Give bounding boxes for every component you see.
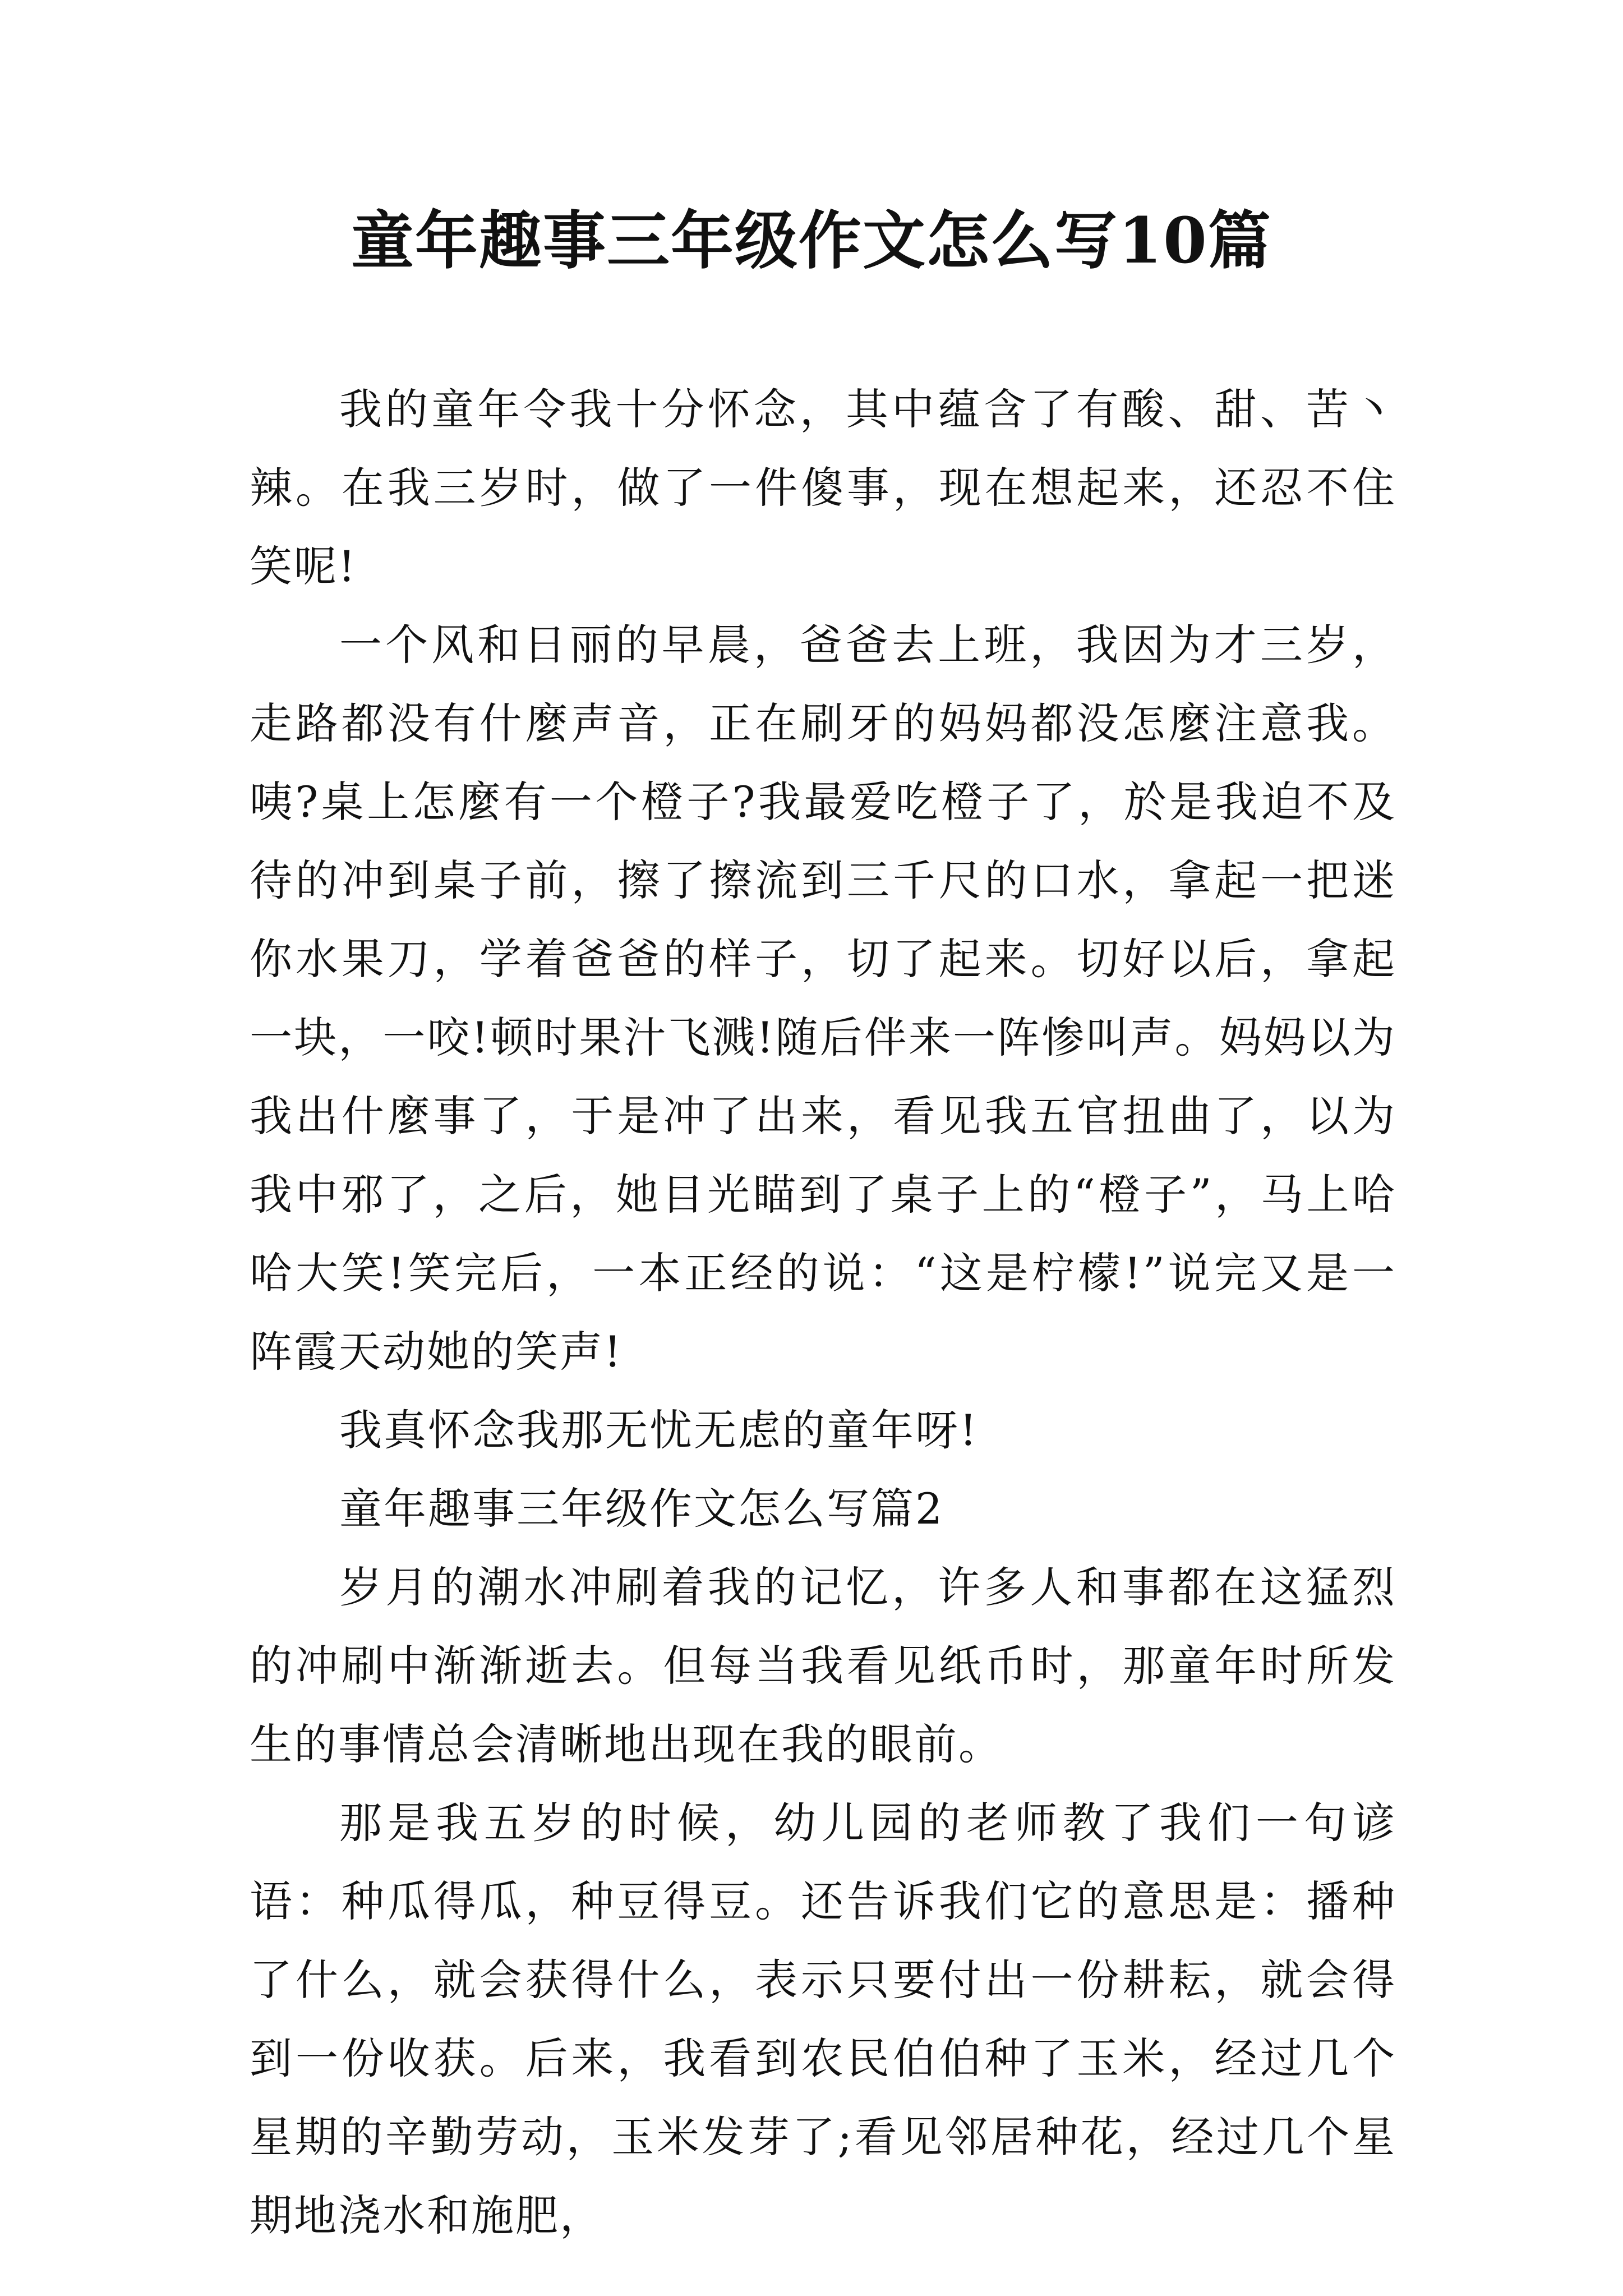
paragraph-5: 那是我五岁的时候，幼儿园的老师教了我们一句谚语：种瓜得瓜，种豆得豆。还告诉我们它的意思是：播种了什么，就会获得什么，表示只要付出一份耕耘，就会得到一份收获。后来，我看到农民伯伯种了玉米，经过几个星期的辛勤劳动，玉米发芽了;看见邻居种花，经过几个星期地浇水和施肥， — [250, 1798, 1396, 2240]
paragraph-4: 岁月的潮水冲刷着我的记忆，许多人和事都在这猛烈的冲刷中渐渐逝去。但每当我看见纸币时，那童年时所发生的事情总会清晰地出现在我的眼前。 — [250, 1562, 1396, 1769]
paragraph-2: 一个风和日丽的早晨，爸爸去上班，我因为才三岁，走路都没有什麼声音，正在刷牙的妈妈都没怎麼注意我。咦?桌上怎麼有一个橙子?我最爱吃橙子了，於是我迫不及待的冲到桌子前，擦了擦流到三千尺的口水，拿起一把迷你水果刀，学着爸爸的样子，切了起来。切好以后，拿起一块，一咬!顿时果汁飞溅!随后伴来一阵惨叫声。妈妈以为我出什麼事了，于是冲了出来，看见我五官扭曲了，以为我中邪了，之后，她目光瞄到了桌子上的“橙子”，马上哈哈大笑!笑完后，一本正经的说：“这是柠檬!”说完又是一阵霞天动她的笑声! — [250, 620, 1396, 1377]
paragraph-3: 我真怀念我那无忧无虑的童年呀! — [339, 1405, 979, 1455]
document-title: 童年趣事三年级作文怎么写10篇 — [351, 204, 1272, 278]
document-body — [250, 370, 1396, 2255]
section-heading-2: 童年趣事三年级作文怎么写篇2 — [339, 1484, 944, 1534]
paragraph-1: 我的童年令我十分怀念，其中蕴含了有酸、甜、苦丶辣。在我三岁时，做了一件傻事，现在想起来，还忍不住笑呢! — [250, 384, 1396, 591]
